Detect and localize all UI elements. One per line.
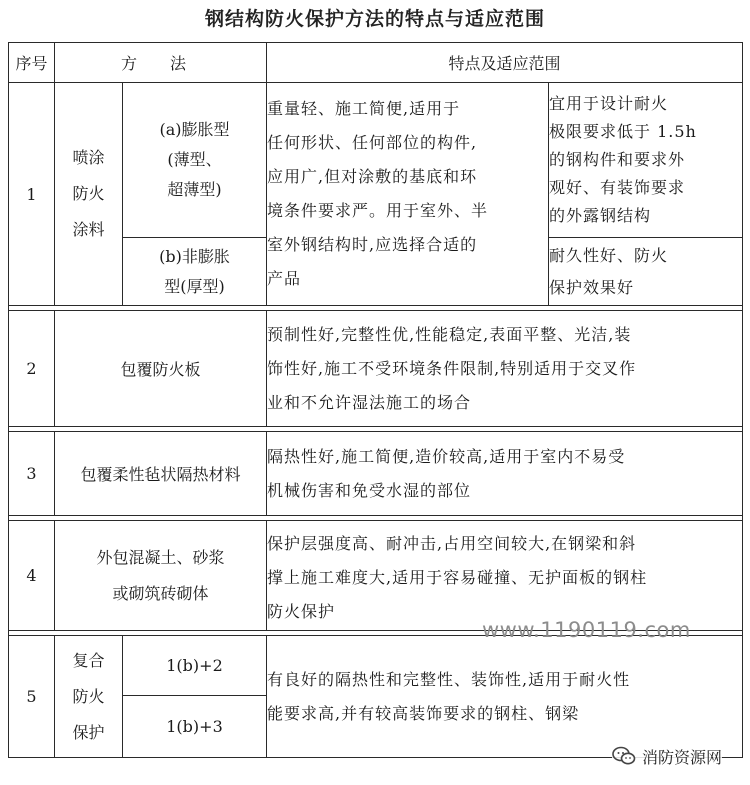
table-row xyxy=(9,311,743,427)
scope-b: 耐久性好、防火 保护效果好 xyxy=(549,238,743,306)
header-method: 方 法 xyxy=(55,43,267,83)
method-sub-b: 1(b)+3 xyxy=(123,696,267,758)
table-row xyxy=(9,636,743,696)
table-title: 钢结构防火保护方法的特点与适应范围 xyxy=(204,8,545,30)
features: 预制性好,完整性优,性能稳定,表面平整、光洁,装 饰性好,施工不受环境条件限制,特别适用于交叉作 业和不允许湿法施工的场合 xyxy=(267,311,743,427)
brand-name: 消防资源网 xyxy=(642,747,723,767)
method: 包覆柔性毡状隔热材料 xyxy=(55,432,267,516)
row-no: 1 xyxy=(9,83,55,306)
features-common: 重量轻、施工简便,适用于 任何形状、任何部位的构件, 应用广,但对涂敷的基底和环 境条件要求严。用于室外、半 室外钢结构时,应选择合适的 产品 xyxy=(267,83,549,306)
watermark-url: www.1190119.com xyxy=(482,618,691,642)
table-row xyxy=(9,432,743,516)
wechat-icon xyxy=(612,745,636,767)
header-no: 序号 xyxy=(9,43,55,83)
method-sub-a: (a)膨胀型 (薄型、 超薄型) xyxy=(123,83,267,238)
header-row xyxy=(9,43,743,83)
method-sub-b: (b)非膨胀 型(厚型) xyxy=(123,238,267,306)
row-no: 4 xyxy=(9,521,55,631)
header-features: 特点及适应范围 xyxy=(267,43,743,83)
brand-badge xyxy=(612,742,722,770)
fire-protection-table xyxy=(8,42,743,758)
method: 包覆防火板 xyxy=(55,311,267,427)
method-sub-a: 1(b)+2 xyxy=(123,636,267,696)
row-no: 5 xyxy=(9,636,55,758)
method-group: 复合 防火 保护 xyxy=(55,636,123,758)
table-row xyxy=(9,83,743,238)
method-group: 喷涂 防火 涂料 xyxy=(55,83,123,306)
method: 外包混凝土、砂浆 或砌筑砖砌体 xyxy=(55,521,267,631)
table-row xyxy=(9,521,743,631)
features: 保护层强度高、耐冲击,占用空间较大,在钢梁和斜 撑上施工难度大,适用于容易碰撞、无护面板的钢柱 防火保护 xyxy=(267,521,743,631)
features: 隔热性好,施工简便,造价较高,适用于室内不易受 机械伤害和免受水湿的部位 xyxy=(267,432,743,516)
scope-a: 宜用于设计耐火 极限要求低于 1.5h 的钢构件和要求外 观好、有装饰要求 的外露钢结构 xyxy=(549,83,743,238)
row-no: 2 xyxy=(9,311,55,427)
row-no: 3 xyxy=(9,432,55,516)
features: 有良好的隔热性和完整性、装饰性,适用于耐火性 能要求高,并有较高装饰要求的钢柱、钢梁 xyxy=(267,636,743,758)
